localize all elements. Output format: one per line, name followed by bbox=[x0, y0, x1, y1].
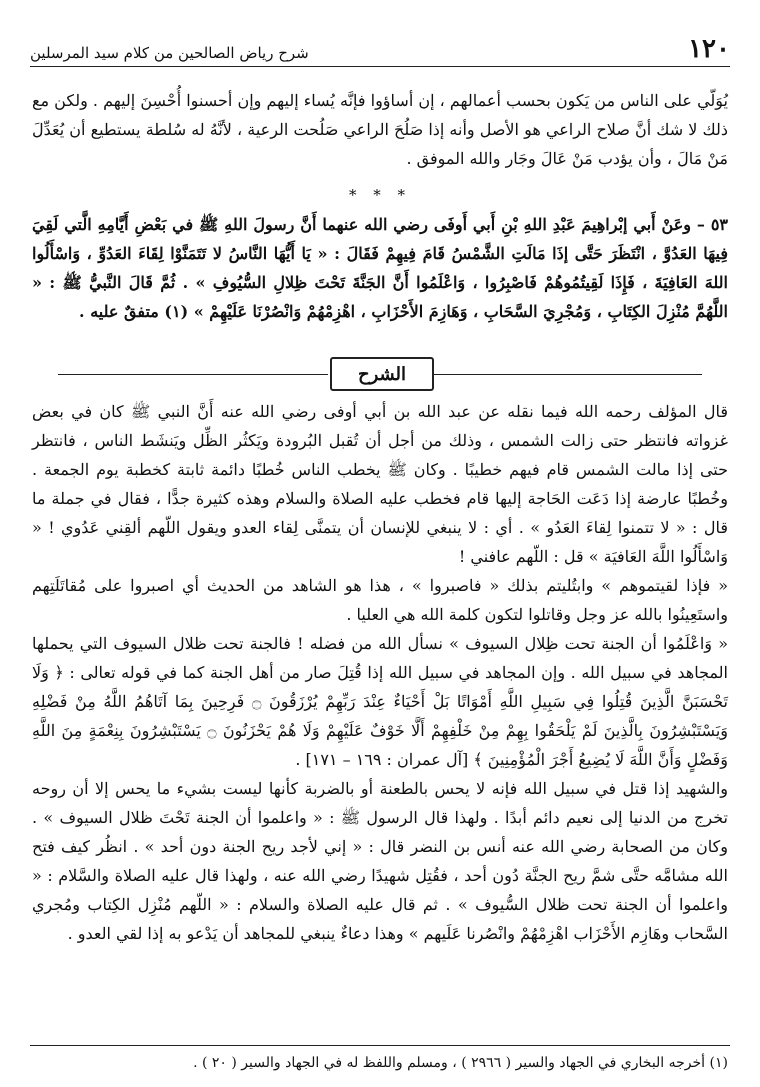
intro-section bbox=[32, 86, 728, 173]
commentary-paragraph-1: قال المؤلف رحمه الله فيما نقله عن عبد الله بن أبي أوفى رضي الله عنه أَنَّ النبي ﷺ كان في بعض غزواته فانتظر حتى زالت الشمس ، وذلك من أجل أن تُقبل البُرودة ويَكثُر الظِّل ويَنشَط الناس ، فانتظر حتى إذا مالت الشمس قام فيهم خطيبًا . وكان ﷺ يخطب الناس خُطبًا دائمة ثابتة كخطبة يوم الجمعة . وخُطبًا عارضة إذا دَعَت الحَاجة إليها قام فخطب عليه الصلاة والسلام وهذه كثيرة جدًّا ، فقال في جملة ما قال : « لا تتمنوا لِقاءَ العَدُو » . أي : لا ينبغي للإنسان أن يتمنَّى لِقاء العدو ويقول اللّهم ألقِني عَدُوي ! « وَاسْأَلُوا اللَّهَ العَافيَة » قل : اللّهم عافني ! bbox=[32, 402, 729, 566]
page-header bbox=[30, 30, 730, 64]
sharh-rule-left bbox=[58, 374, 328, 375]
commentary-paragraph-2: « فإذا لقيتموهم » وابتُليتم بذلك « فاصبروا » ، هذا هو الشاهد من الحديث أي اصبروا على مُقاتَلَتِهم واستَعِينُوا بالله عز وجل وقاتلوا لتكون كلمة الله هي العليا . bbox=[32, 576, 728, 624]
sharh-label: الشرح bbox=[330, 357, 434, 391]
intro-paragraph: يُوَلّي على الناس من يَكون بحسب أعمالهم ، إن أساؤوا فإنَّه يُساء إليهم وإن أحسنوا أُحْسِنَ إليهم . ولكن مع ذلك لا شك أنَّ صلاح الراعي هو الأصل وأنه إذا صَلُحَ الراعي صَلُحت الرعية ، لأنَّهُ له سُلطة يستطيع أن يُعَدِّلَ مَنْ مَالَ ، وأن يؤدب مَنْ عَالَ وجَار والله الموفق . bbox=[32, 91, 728, 168]
header-rule bbox=[30, 66, 730, 67]
page-number: ١٢٠ bbox=[688, 34, 730, 64]
footnote: (١) أخرجه البخاري في الجهاد والسير ( ٢٩٦٦ ) ، ومسلم واللفظ له في الجهاد والسير ( ٢٠ ) . bbox=[193, 1055, 728, 1071]
footnote-rule bbox=[30, 1045, 730, 1046]
sharh-heading bbox=[30, 357, 730, 391]
running-title: شرح رياض الصالحين من كلام سيد المرسلين bbox=[30, 44, 309, 62]
commentary-paragraph-4: والشهيد إذا قتل في سبيل الله فإنه لا يحس بالطعنة أو بالضربة كأنها ليست بشيء ما يحس إلا أن روحه تخرج من الدنيا إلى نعيم دائم أبدًا . ولهذا قال الرسول ﷺ : « واعلموا أن الجنة تَحْتَ ظلال السيوف » . وكان من الصحابة رضي الله عنه أنس بن النضر قال : « إني لأجد ريح الجنة دون أحد » . انظُر كيف فتح الله مشامَّه حتَّى شمَّ ريح الجنَّة دُون أحد ، فقُتِل شهيدًا رضي الله عنه ، ولهذا قال عليه الصلاة والسَّلام : « واعلموا أن الجنة تحت ظلال السُّيوف » . ثم قال عليه الصلاة والسلام : « اللّهم مُنْزِل الكِتاب ومُجري السَّحاب وهَازِم الأَحْزَاب اهْزِمْهُمْ وانْصُرنا عَلَيهم » وهذا دعاءٌ ينبغي للمجاهد أن يَدْعو به إذا لقي العدو . bbox=[32, 779, 729, 943]
commentary-paragraph-3: « وَاعْلَمُوا أن الجنة تحت ظِلال السيوف » نسأل الله من فضله ! فالجنة تحت ظلال السيوف التي يحملها المجاهد في سبيل الله . وإن المجاهد في سبيل الله إذا قُتِلَ صار من أهل الجنة كما في قوله تعالى : ﴿ وَلَا تَحْسَبَنَّ الَّذِينَ قُتِلُوا فِي سَبِيلِ اللَّهِ أَمْوَاتًا بَلْ أَحْيَاءٌ عِنْدَ رَبِّهِمْ يُرْزَقُونَ ۝ فَرِحِينَ بِمَا آتَاهُمُ اللَّهُ مِنْ فَضْلِهِ وَيَسْتَبْشِرُونَ بِالَّذِينَ لَمْ يَلْحَقُوا بِهِمْ مِنْ خَلْفِهِمْ أَلَّا خَوْفٌ عَلَيْهِمْ وَلَا هُمْ يَحْزَنُونَ ۝ يَسْتَبْشِرُونَ بِنِعْمَةٍ مِنَ اللَّهِ وَفَضْلٍ وَأَنَّ اللَّهَ لَا يُضِيعُ أَجْرَ الْمُؤْمِنِينَ ﴾ [آل عمران : ١٦٩ – ١٧١] . bbox=[32, 634, 729, 769]
commentary-section bbox=[32, 397, 728, 948]
hadith-text: ٥٣ – وعَنْ أَبي إبْراهِيمَ عَبْدِ اللهِ بْنِ أَبي أَوفَى رضي الله عنهما أَنَّ رسولَ اللهِ ﷺ في بَعْضِ أَيَّامِهِ الَّتي لَقِيَ فِيهَا العَدُوَّ ، انْتَظَرَ حَتَّى إذَا مَالَتِ الشَّمْسُ قَامَ فِيهِمْ فَقَالَ : « يَا أَيُّهَا النَّاسُ لا تَتَمَنَّوْا لِقَاءَ العَدُوِّ ، وَاسْأَلُوا اللهَ العَافِيَةَ ، فَإِذَا لَقِيتُمُوهُمْ فَاصْبِرُوا ، وَاعْلَمُوا أَنَّ الجَنَّةَ تَحْتَ ظِلالِ السُّيُوفِ » . ثُمَّ قَالَ النَّبيُّ ﷺ : « اللَّهُمَّ مُنْزِلَ الكِتَابِ ، وَمُجْرِيَ السَّحَابِ ، وَهَازِمَ الأَحْزَابِ ، اهْزِمْهُمْ وَانْصُرْنَا عَلَيْهِمْ » (١) متفقٌ عليه . bbox=[32, 215, 728, 321]
hadith-section bbox=[32, 210, 728, 326]
sharh-rule-right bbox=[432, 374, 702, 375]
section-separator: * * * bbox=[348, 186, 412, 204]
